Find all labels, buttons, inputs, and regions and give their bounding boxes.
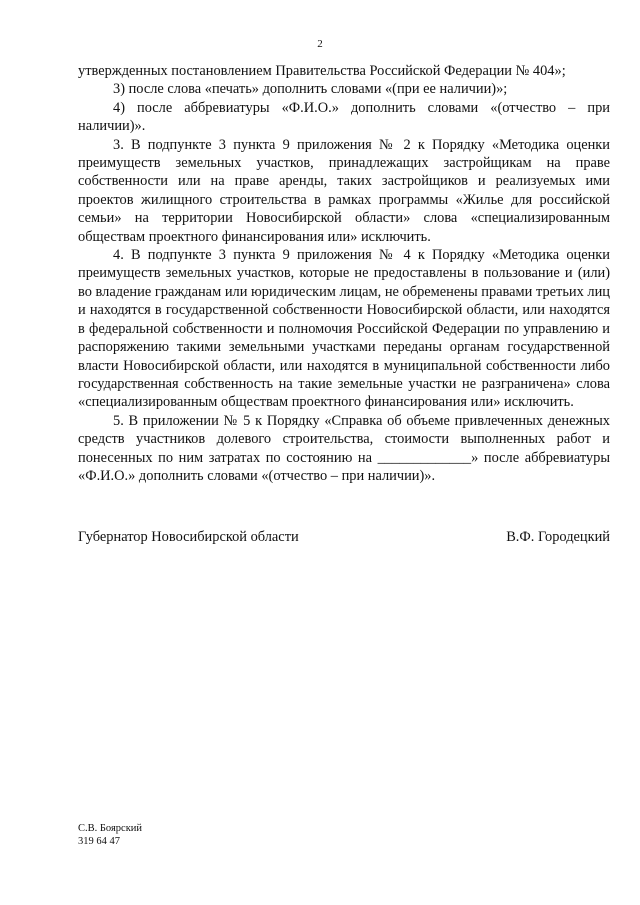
paragraph-continuation: утвержденных постановлением Правительства Российской Федерации № 404»; (78, 63, 566, 79)
signatory-name: В.Ф. Городецкий (506, 529, 610, 545)
executor-info (78, 822, 142, 848)
page-number: 2 (317, 38, 323, 50)
paragraph-point-5: 5. В приложении № 5 к Порядку «Справка об объеме привлеченных денежных средств участников долевого строительства, стоимости выполненных работ и понесенных по ним затратах по состоянию на _____________» после аббревиатуры «Ф.И.О.» дополнить словами «(отчество – при наличии)». (78, 412, 610, 484)
executor-name: С.В. Боярский (78, 823, 143, 834)
paragraph-item-4: 4) после аббревиатуры «Ф.И.О.» дополнить словами «(отчество – при наличии)». (78, 99, 610, 135)
document-body (78, 62, 610, 485)
paragraph-point-4: 4. В подпункте 3 пункта 9 приложения № 4 к Порядку «Методика оценки преимуществ земельных участков, которые не предоставлены в пользование и (или) во владение гражданам или юридическим лицам, не обременены правами третьих лиц и находятся в государственной собственности Новосибирской области, или находятся в федеральной собственности и полномочия Российской Федерации по управлению и распоряжению такими земельными участками переданы органам государственной власти Новосибирской области, или находятся в муниципальной собственности либо государственная собственность на такие земельные участки не разграничена» слова «специализированным обществам проектного финансирования или» исключить. (78, 247, 610, 411)
executor-phone: 319 64 47 (78, 836, 120, 847)
paragraph-point-3: 3. В подпункте 3 пункта 9 приложения № 2 к Порядку «Методика оценки преимуществ земельных участков, принадлежащих застройщикам на праве собственности или на праве аренды, таких застройщиков и реализуемых ими проектов жилищного строительства в рамках программы «Жилье для российской семьи» на территории Новосибирской области» слова «специализированным обществам проектного финансирования или» исключить. (78, 136, 610, 245)
signatory-position: Губернатор Новосибирской области (78, 529, 299, 545)
paragraph-item-3: 3) после слова «печать» дополнить словами «(при ее наличии)»; (113, 81, 508, 98)
